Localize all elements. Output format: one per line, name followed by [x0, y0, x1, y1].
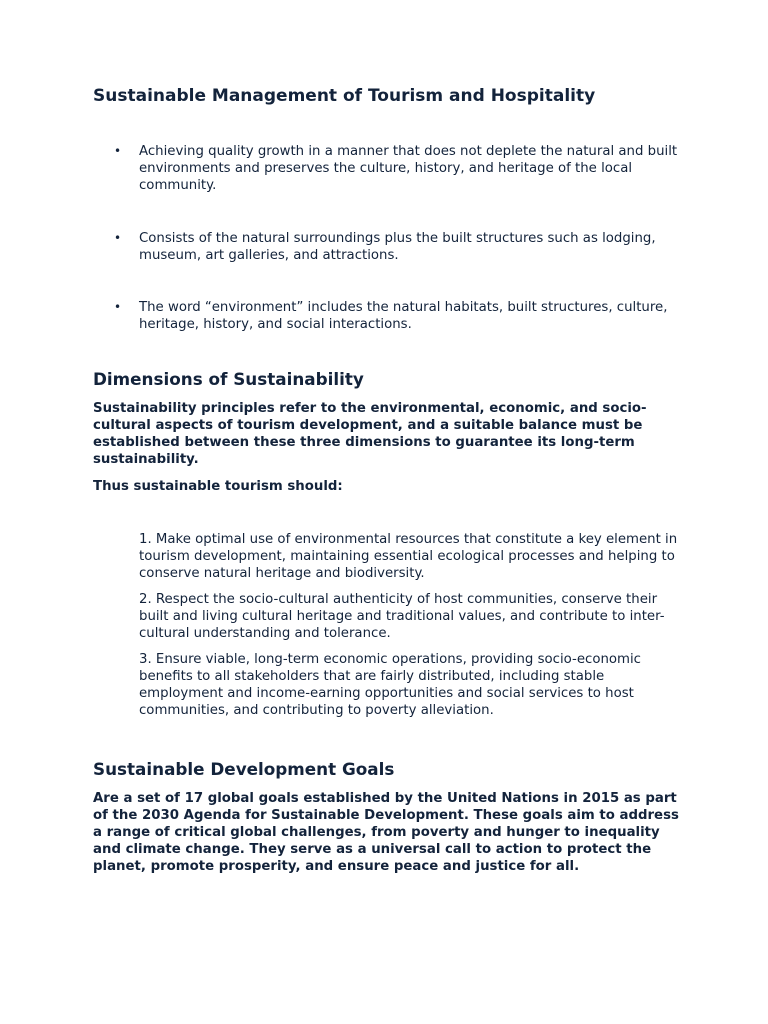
bullet-item [114, 299, 679, 333]
sdg-body: Are a set of 17 global goals established by the United Nations in 2015 as part of the 2030 Agenda for Sustainable Development. These goals aim to address a range of critical global challenges, from poverty and hunger to inequality and climate change. They serve as a universal call to action to protect the planet, promote prosperity, and ensure peace and justice for all. [93, 791, 679, 874]
section-heading-sdg: Sustainable Development Goals [93, 759, 395, 779]
numbered-item: 1. Make optimal use of environmental resources that constitute a key element in tourism development, maintaining essential ecological processes and helping to conserve natural heritage and biodiversity. [139, 532, 678, 581]
dimensions-intro: Sustainability principles refer to the environmental, economic, and socio-cultural aspects of tourism development, and a suitable balance must be established between these three dimensions to guarantee its long-term sustainability. [93, 401, 647, 467]
bullet-text: Consists of the natural surroundings plus the built structures such as lodging, museum, art galleries, and attractions. [139, 231, 656, 263]
bullet-marker: • [114, 144, 122, 158]
section-heading-dimensions: Dimensions of Sustainability [93, 369, 364, 389]
bullet-marker: • [114, 300, 122, 314]
numbered-item: 2. Respect the socio-cultural authenticity of host communities, conserve their built and living cultural heritage and traditional values, and contribute to inter-cultural understanding and tolerance. [139, 592, 665, 641]
bullet-item [114, 230, 679, 264]
bullet-item [114, 143, 679, 194]
dimensions-lead: Thus sustainable tourism should: [93, 479, 343, 494]
bullet-text: The word “environment” includes the natural habitats, built structures, culture, heritage, history, and social interactions. [139, 300, 668, 332]
document-title: Sustainable Management of Tourism and Hospitality [93, 86, 596, 106]
bullet-text: Achieving quality growth in a manner that does not deplete the natural and built environments and preserves the culture, history, and heritage of the local community. [139, 144, 678, 193]
bullet-marker: • [114, 231, 122, 245]
numbered-item: 3. Ensure viable, long-term economic operations, providing socio-economic benefits to all stakeholders that are fairly distributed, including stable employment and income-earning opportunities and social services to host communities, and contributing to poverty alleviation. [139, 652, 641, 718]
